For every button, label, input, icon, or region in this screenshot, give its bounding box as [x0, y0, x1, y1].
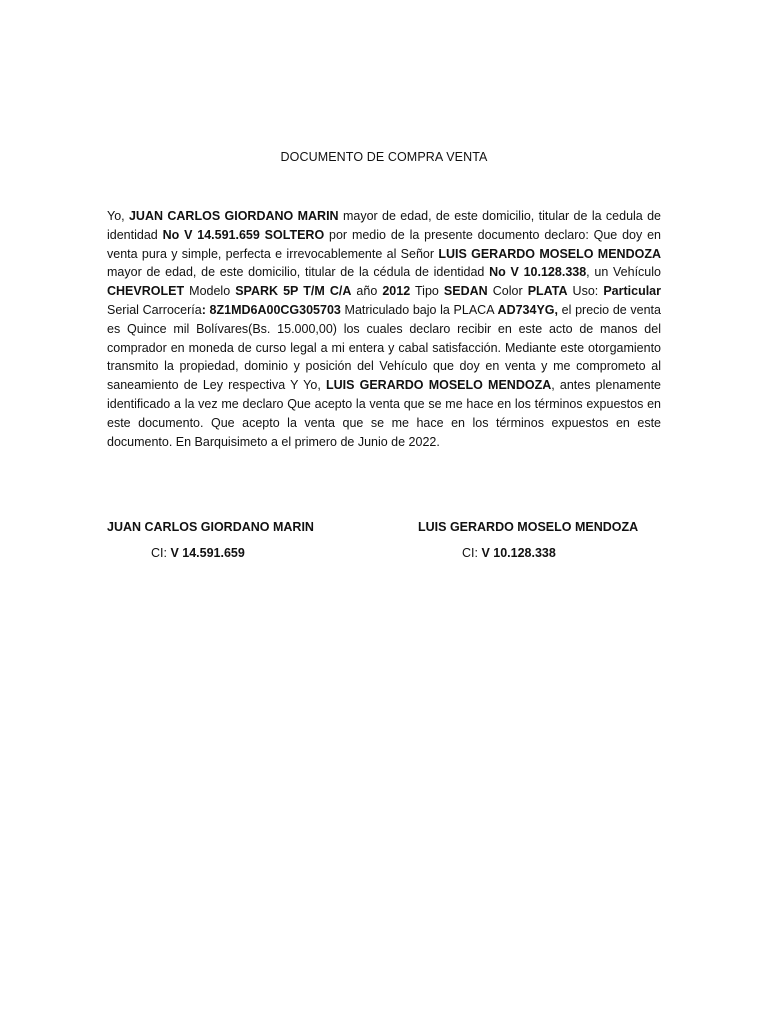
buyer-name: LUIS GERARDO MOSELO MENDOZA [418, 520, 639, 534]
body-segment-bold: LUIS GERARDO MOSELO MENDOZA [438, 246, 661, 261]
seller-ci-value: V 14.591.659 [170, 546, 245, 560]
body-segment: Serial Carrocería [107, 302, 202, 317]
seller-ci-label: CI: [151, 546, 171, 560]
seller-name: JUAN CARLOS GIORDANO MARIN [107, 520, 314, 534]
buyer-ci-label: CI: [462, 546, 482, 560]
body-segment-bold: No V 10.128.338 [489, 265, 587, 280]
body-segment: Modelo [184, 284, 236, 299]
buyer-signature-block [418, 520, 638, 560]
body-segment-bold: SPARK 5P T/M C/A [235, 284, 352, 299]
body-segment: por medio de la presente documento declaro: Que doy en venta pura y simple, perfecta e irrevocablemente al Señor [107, 227, 662, 261]
body-segment: año [351, 284, 383, 299]
body-segment-bold: 2012 [382, 284, 411, 299]
body-segment: Tipo [410, 284, 444, 299]
body-segment: Yo, [107, 209, 129, 223]
body-segment: Color [487, 284, 528, 299]
seller-ci [107, 546, 314, 560]
body-segment-bold: PLATA [527, 284, 568, 299]
body-segment: , antes plenamente identificado a la vez me declaro Que acepto la venta que se me hace en los términos expuestos en este documento. Que acepto la venta que se me hace en los términos expuestos en este documento. En Barquisimeto a el primero de Junio de 2022. [107, 378, 661, 449]
body-segment-bold: CHEVROLET [107, 284, 185, 299]
document-title: DOCUMENTO DE COMPRA VENTA [280, 150, 488, 164]
body-segment: Uso: [567, 284, 604, 299]
body-segment: , un Vehículo [586, 265, 661, 280]
body-segment: mayor de edad, de este domicilio, titular de la cédula de identidad [107, 265, 490, 280]
body-segment-bold: LUIS GERARDO MOSELO MENDOZA [325, 378, 552, 393]
body-segment: mayor de edad, de este domicilio, titular de la cedula de identidad [107, 209, 662, 242]
body-segment-bold: SEDAN [443, 284, 488, 299]
body-segment: el precio de venta es Quince mil Bolívares(Bs. 15.000,00) los cuales declaro recibir en este acto de manos del comprador en moneda de curso legal a mi entera y cabal satisfacción. Mediante este otorgamiento transmito la propiedad, dominio y posición del Vehículo que doy en venta y me comprometo al saneamiento de Ley respectiva Y Yo, [107, 302, 661, 393]
body-segment-bold: Particular [603, 284, 661, 299]
buyer-ci-value: V 10.128.338 [481, 546, 556, 560]
document-body [107, 207, 661, 451]
body-segment-bold: JUAN CARLOS GIORDANO MARIN [128, 209, 339, 223]
body-segment-bold: : 8Z1MD6A00CG305703 [201, 302, 341, 317]
seller-signature-block [107, 520, 314, 560]
body-segment: Matriculado bajo la PLACA [340, 302, 498, 317]
body-segment-bold: AD734YG, [497, 302, 558, 317]
body-segment-bold: No V 14.591.659 SOLTERO [162, 227, 325, 242]
buyer-ci [418, 546, 638, 560]
